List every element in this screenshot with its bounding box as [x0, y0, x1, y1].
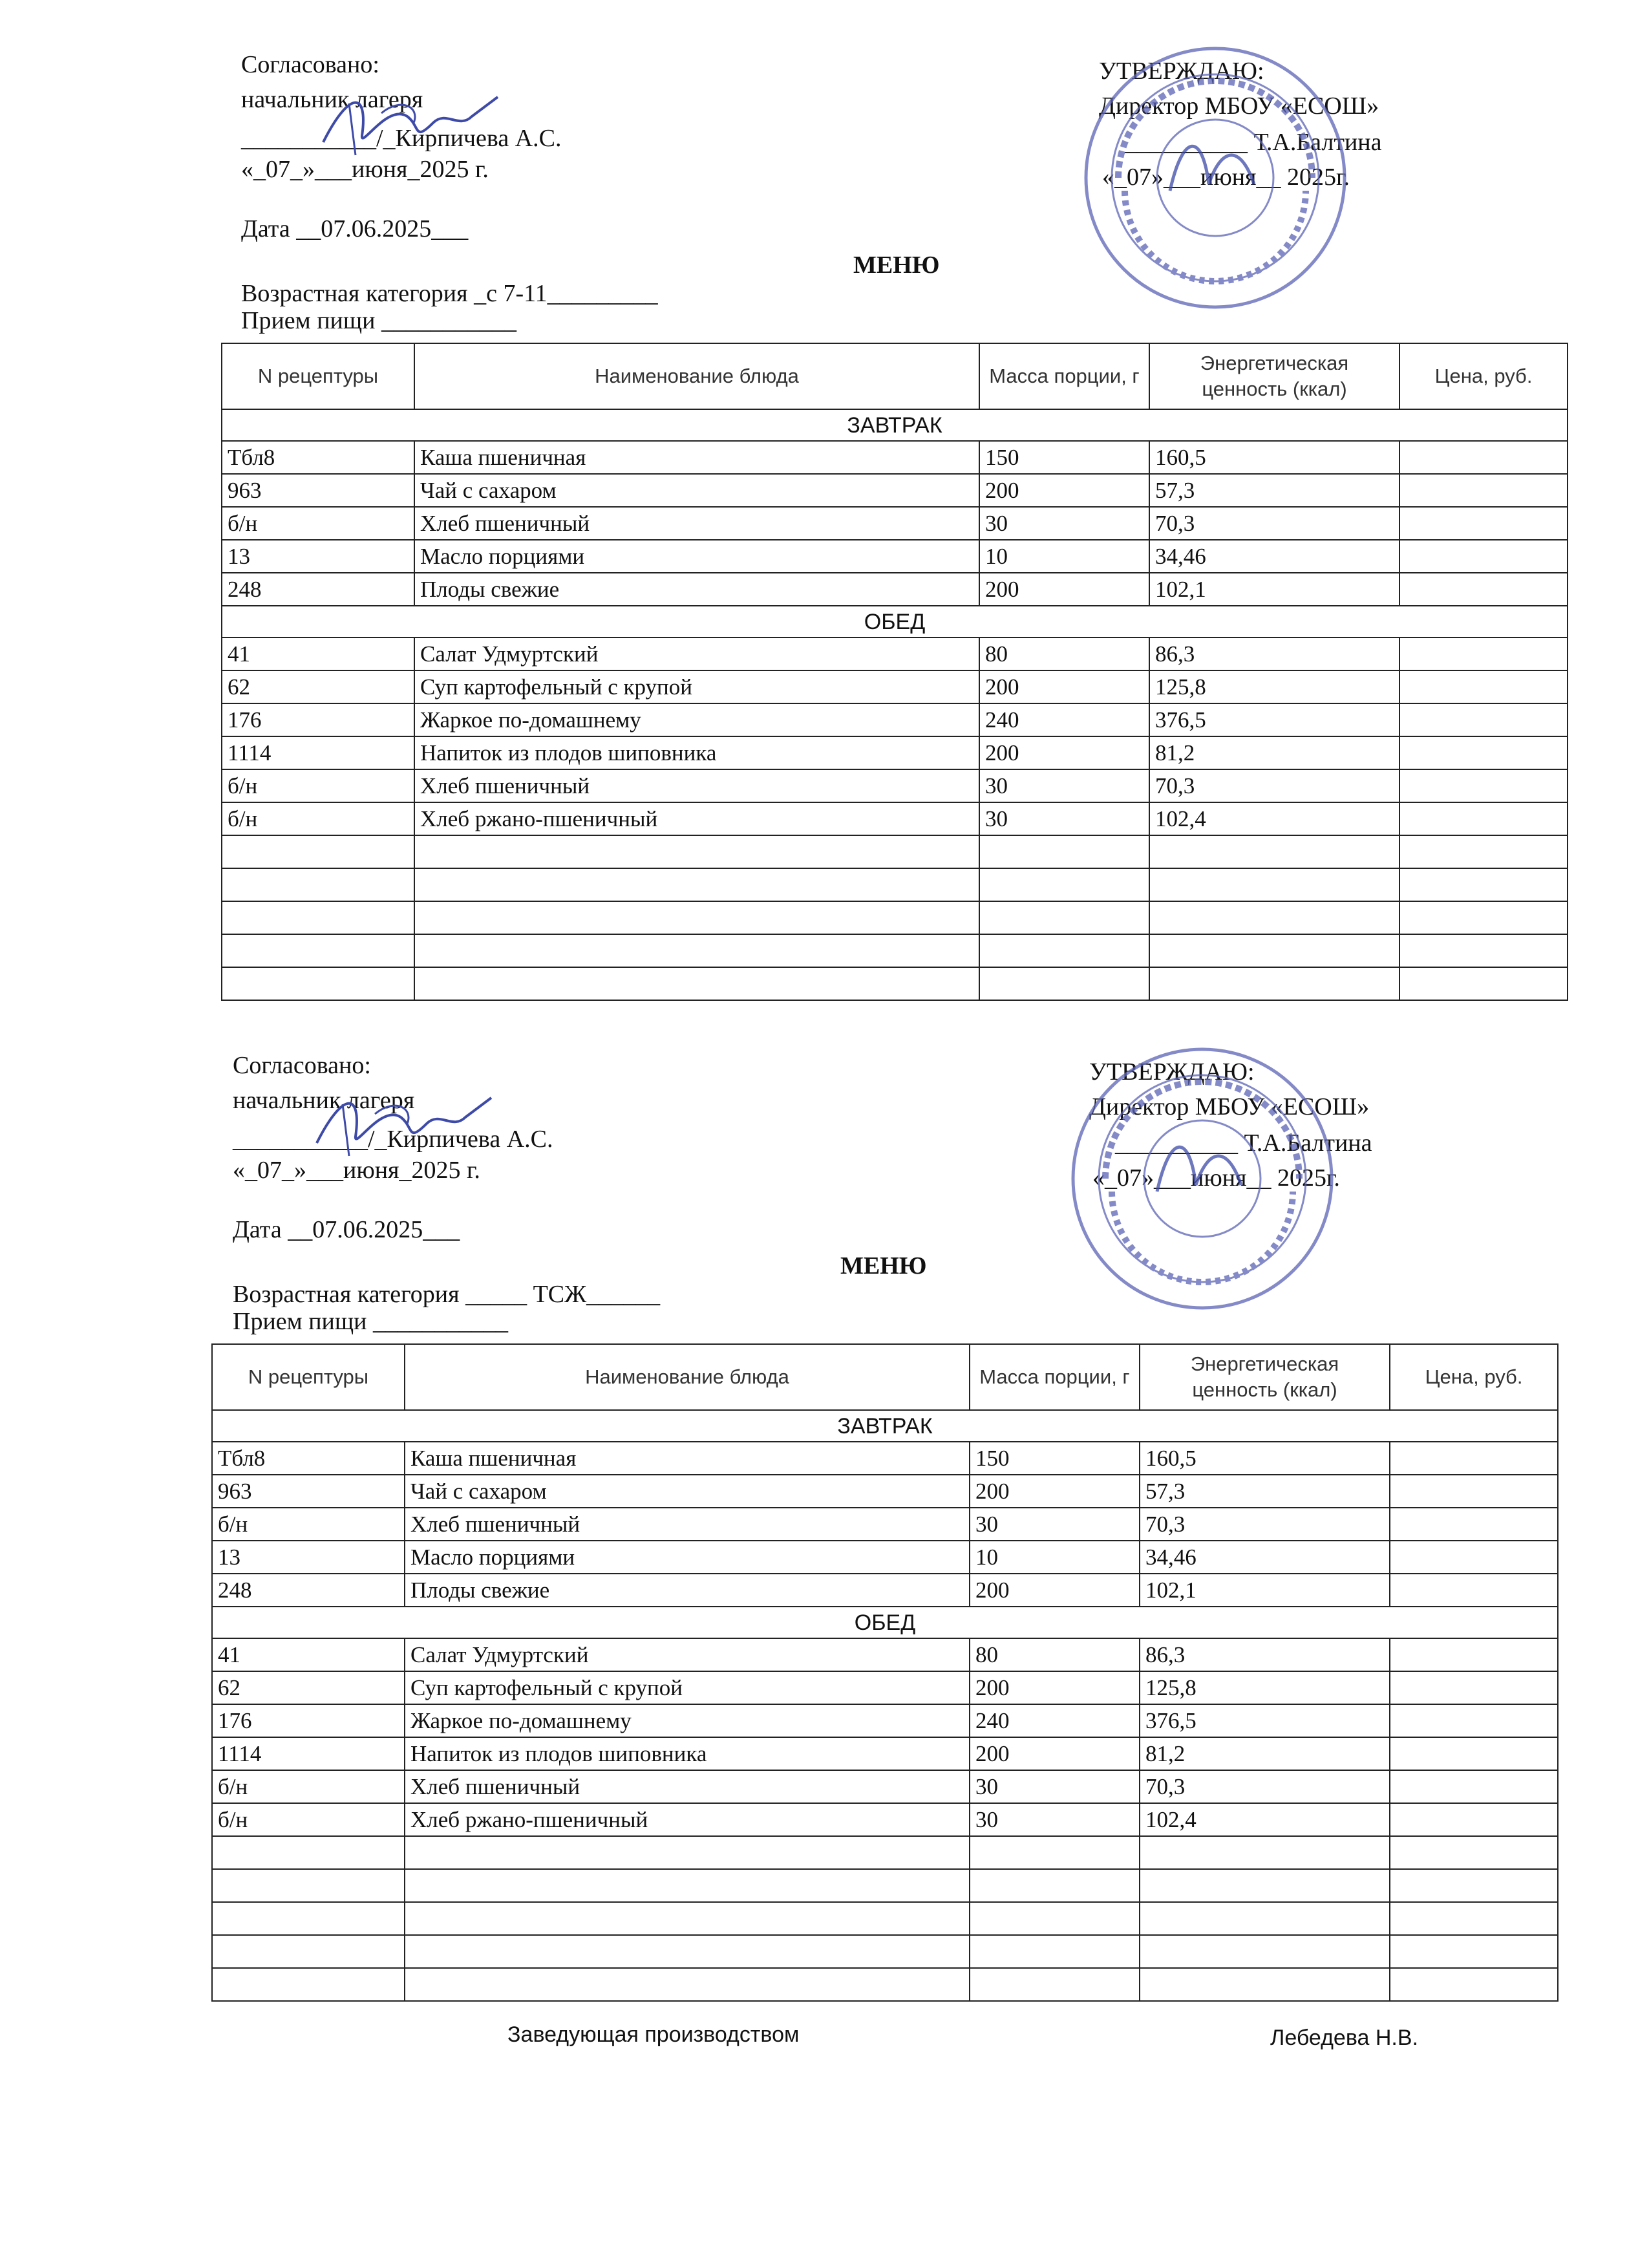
empty-cell	[1399, 934, 1568, 967]
table-row	[212, 1574, 1558, 1607]
table-row	[222, 769, 1568, 802]
empty-cell	[1149, 835, 1399, 868]
cell-recipe: 176	[212, 1704, 405, 1737]
cell-name: Жаркое по-домашнему	[405, 1704, 970, 1737]
cell-energy: 86,3	[1149, 637, 1399, 670]
cell-mass: 240	[970, 1704, 1140, 1737]
empty-row	[212, 1869, 1558, 1902]
cell-price	[1399, 670, 1568, 703]
header-energy: Энергетическая ценность (ккал)	[1149, 343, 1399, 409]
cell-name: Напиток из плодов шиповника	[414, 736, 979, 769]
table-row	[222, 441, 1568, 474]
cell-price	[1390, 1770, 1558, 1803]
cell-energy: 70,3	[1140, 1508, 1390, 1541]
date-line: Дата __07.06.2025___	[233, 1216, 460, 1243]
cell-price	[1399, 769, 1568, 802]
header-energy: Энергетическая ценность (ккал)	[1140, 1344, 1390, 1410]
empty-cell	[1390, 1968, 1558, 2001]
table-row	[212, 1442, 1558, 1475]
cell-name: Напиток из плодов шиповника	[405, 1737, 970, 1770]
table-header-row	[212, 1344, 1558, 1410]
empty-cell	[970, 1902, 1140, 1935]
agreed-title: Согласовано:	[241, 51, 379, 78]
cell-mass: 200	[970, 1737, 1140, 1770]
empty-cell	[414, 901, 979, 934]
empty-row	[222, 967, 1568, 1000]
empty-row	[212, 1935, 1558, 1968]
cell-energy: 81,2	[1149, 736, 1399, 769]
cell-energy: 70,3	[1149, 507, 1399, 540]
empty-cell	[979, 967, 1149, 1000]
cell-price	[1399, 540, 1568, 573]
cell-recipe: б/н	[212, 1770, 405, 1803]
table-row	[212, 1737, 1558, 1770]
approve-name-line: __________ Т.А.Балтина	[1115, 1129, 1372, 1157]
cell-mass: 150	[979, 441, 1149, 474]
empty-cell	[222, 835, 414, 868]
cell-name: Хлеб пшеничный	[405, 1508, 970, 1541]
header-mass: Масса порции, г	[979, 343, 1149, 409]
cell-name: Плоды свежие	[405, 1574, 970, 1607]
empty-cell	[979, 901, 1149, 934]
table-row	[222, 703, 1568, 736]
cell-energy: 57,3	[1149, 474, 1399, 507]
table-row	[222, 637, 1568, 670]
empty-row	[212, 1836, 1558, 1869]
table-row	[212, 1541, 1558, 1574]
empty-cell	[970, 1968, 1140, 2001]
table-row	[222, 474, 1568, 507]
empty-cell	[970, 1935, 1140, 1968]
table-header-row	[222, 343, 1568, 409]
table-row	[222, 736, 1568, 769]
agreed-name-line: ___________/_Кирпичева А.С.	[241, 125, 562, 152]
menu-block	[0, 0, 1649, 1034]
menu-table	[211, 1343, 1559, 2002]
cell-name: Чай с сахаром	[405, 1475, 970, 1508]
empty-cell	[405, 1836, 970, 1869]
agreed-role: начальник лагеря	[241, 86, 423, 113]
cell-recipe: б/н	[222, 769, 414, 802]
cell-energy: 376,5	[1140, 1704, 1390, 1737]
cell-name: Жаркое по-домашнему	[414, 703, 979, 736]
empty-cell	[414, 967, 979, 1000]
empty-cell	[212, 1935, 405, 1968]
cell-recipe: 1114	[222, 736, 414, 769]
cell-price	[1390, 1638, 1558, 1671]
empty-cell	[1149, 967, 1399, 1000]
cell-mass: 30	[979, 507, 1149, 540]
empty-cell	[222, 901, 414, 934]
cell-mass: 30	[979, 802, 1149, 835]
section-label: ОБЕД	[212, 1607, 1558, 1638]
cell-recipe: 13	[212, 1541, 405, 1574]
agreed-signature-image	[310, 78, 504, 168]
empty-row	[212, 1968, 1558, 2001]
cell-price	[1399, 637, 1568, 670]
header-mass: Масса порции, г	[970, 1344, 1140, 1410]
empty-row	[212, 1902, 1558, 1935]
cell-price	[1390, 1475, 1558, 1508]
empty-cell	[1390, 1869, 1558, 1902]
empty-cell	[970, 1836, 1140, 1869]
section-row	[222, 606, 1568, 637]
empty-cell	[1149, 901, 1399, 934]
section-label: ЗАВТРАК	[222, 409, 1568, 441]
empty-cell	[1399, 835, 1568, 868]
cell-name: Салат Удмуртский	[414, 637, 979, 670]
cell-price	[1399, 507, 1568, 540]
cell-recipe: 62	[222, 670, 414, 703]
cell-recipe: Тбл8	[212, 1442, 405, 1475]
school-stamp-image	[1060, 1036, 1345, 1321]
cell-mass: 240	[979, 703, 1149, 736]
table-row	[222, 670, 1568, 703]
empty-row	[222, 868, 1568, 901]
empty-cell	[222, 967, 414, 1000]
date-line: Дата __07.06.2025___	[241, 215, 469, 242]
header-recipe: N рецептуры	[212, 1344, 405, 1410]
approve-name-line: __________ Т.А.Балтина	[1125, 129, 1382, 156]
empty-row	[222, 835, 1568, 868]
footer-name: Лебедева Н.В.	[1270, 2026, 1419, 2050]
cell-price	[1390, 1704, 1558, 1737]
approve-title: УТВЕРЖДАЮ:	[1099, 58, 1264, 85]
approve-title: УТВЕРЖДАЮ:	[1089, 1058, 1255, 1086]
table-row	[212, 1770, 1558, 1803]
cell-price	[1399, 703, 1568, 736]
cell-mass: 30	[970, 1770, 1140, 1803]
cell-mass: 30	[970, 1803, 1140, 1836]
cell-name: Хлеб пшеничный	[405, 1770, 970, 1803]
cell-energy: 160,5	[1140, 1442, 1390, 1475]
cell-price	[1399, 736, 1568, 769]
cell-name: Плоды свежие	[414, 573, 979, 606]
table-row	[212, 1803, 1558, 1836]
cell-price	[1390, 1442, 1558, 1475]
cell-mass: 200	[970, 1475, 1140, 1508]
agreed-title: Согласовано:	[233, 1052, 371, 1079]
cell-recipe: б/н	[212, 1803, 405, 1836]
cell-energy: 376,5	[1149, 703, 1399, 736]
cell-name: Салат Удмуртский	[405, 1638, 970, 1671]
empty-cell	[1140, 1935, 1390, 1968]
cell-energy: 34,46	[1140, 1541, 1390, 1574]
empty-cell	[212, 1836, 405, 1869]
empty-cell	[1140, 1902, 1390, 1935]
cell-mass: 200	[979, 573, 1149, 606]
table-row	[212, 1671, 1558, 1704]
cell-recipe: б/н	[212, 1508, 405, 1541]
header-name: Наименование блюда	[405, 1344, 970, 1410]
cell-energy: 102,1	[1149, 573, 1399, 606]
header-price: Цена, руб.	[1390, 1344, 1558, 1410]
cell-mass: 10	[979, 540, 1149, 573]
menu-title: МЕНЮ	[853, 251, 940, 279]
agreed-signature-image	[304, 1078, 498, 1169]
agreed-role: начальник лагеря	[233, 1087, 415, 1114]
cell-energy: 125,8	[1140, 1671, 1390, 1704]
section-label: ОБЕД	[222, 606, 1568, 637]
cell-name: Хлеб пшеничный	[414, 769, 979, 802]
cell-name: Хлеб пшеничный	[414, 507, 979, 540]
footer-role: Заведующая производством	[507, 2022, 800, 2047]
empty-cell	[979, 835, 1149, 868]
cell-energy: 102,1	[1140, 1574, 1390, 1607]
cell-mass: 200	[970, 1671, 1140, 1704]
cell-energy: 70,3	[1149, 769, 1399, 802]
age-category-line: Возрастная категория _____ ТСЖ______	[233, 1281, 661, 1308]
cell-recipe: 62	[212, 1671, 405, 1704]
cell-energy: 102,4	[1140, 1803, 1390, 1836]
cell-recipe: 13	[222, 540, 414, 573]
header-name: Наименование блюда	[414, 343, 979, 409]
empty-cell	[212, 1869, 405, 1902]
cell-recipe: 963	[212, 1475, 405, 1508]
menu-block	[0, 1001, 1649, 2035]
cell-mass: 80	[979, 637, 1149, 670]
school-stamp-image	[1073, 36, 1357, 320]
table-row	[222, 507, 1568, 540]
header-price: Цена, руб.	[1399, 343, 1568, 409]
cell-price	[1399, 573, 1568, 606]
empty-cell	[1390, 1902, 1558, 1935]
cell-mass: 200	[979, 736, 1149, 769]
cell-price	[1390, 1541, 1558, 1574]
approve-date-line: «_07»___июня__ 2025г.	[1092, 1164, 1340, 1192]
empty-cell	[212, 1902, 405, 1935]
cell-recipe: б/н	[222, 802, 414, 835]
cell-price	[1390, 1574, 1558, 1607]
cell-price	[1390, 1671, 1558, 1704]
menu-table	[221, 343, 1568, 1001]
cell-name: Масло порциями	[414, 540, 979, 573]
agreed-date-line: «_07_»___июня_2025 г.	[233, 1157, 480, 1184]
empty-cell	[405, 1968, 970, 2001]
empty-cell	[405, 1935, 970, 1968]
empty-cell	[1140, 1869, 1390, 1902]
empty-cell	[970, 1869, 1140, 1902]
cell-mass: 200	[979, 670, 1149, 703]
cell-recipe: 41	[212, 1638, 405, 1671]
cell-mass: 80	[970, 1638, 1140, 1671]
empty-cell	[414, 868, 979, 901]
empty-cell	[405, 1902, 970, 1935]
empty-cell	[979, 934, 1149, 967]
cell-energy: 160,5	[1149, 441, 1399, 474]
cell-energy: 57,3	[1140, 1475, 1390, 1508]
cell-recipe: Тбл8	[222, 441, 414, 474]
empty-cell	[1149, 868, 1399, 901]
cell-recipe: 1114	[212, 1737, 405, 1770]
cell-price	[1399, 441, 1568, 474]
cell-name: Суп картофельный с крупой	[405, 1671, 970, 1704]
cell-recipe: 248	[222, 573, 414, 606]
cell-price	[1399, 802, 1568, 835]
cell-energy: 102,4	[1149, 802, 1399, 835]
cell-energy: 34,46	[1149, 540, 1399, 573]
cell-name: Каша пшеничная	[405, 1442, 970, 1475]
empty-row	[222, 901, 1568, 934]
cell-energy: 86,3	[1140, 1638, 1390, 1671]
empty-cell	[1390, 1935, 1558, 1968]
empty-cell	[1399, 901, 1568, 934]
empty-cell	[405, 1869, 970, 1902]
empty-cell	[212, 1968, 405, 2001]
table-row	[222, 573, 1568, 606]
cell-mass: 30	[970, 1508, 1140, 1541]
empty-cell	[414, 934, 979, 967]
empty-cell	[1149, 934, 1399, 967]
empty-cell	[1140, 1968, 1390, 2001]
cell-recipe: 963	[222, 474, 414, 507]
cell-price	[1390, 1803, 1558, 1836]
table-row	[212, 1638, 1558, 1671]
cell-mass: 10	[970, 1541, 1140, 1574]
approve-role: Директор МБОУ «ЕСОШ»	[1089, 1093, 1370, 1120]
cell-mass: 200	[979, 474, 1149, 507]
table-row	[212, 1475, 1558, 1508]
empty-cell	[414, 835, 979, 868]
cell-price	[1390, 1737, 1558, 1770]
section-label: ЗАВТРАК	[212, 1410, 1558, 1442]
cell-name: Суп картофельный с крупой	[414, 670, 979, 703]
cell-name: Каша пшеничная	[414, 441, 979, 474]
empty-cell	[979, 868, 1149, 901]
cell-recipe: б/н	[222, 507, 414, 540]
cell-name: Масло порциями	[405, 1541, 970, 1574]
cell-energy: 125,8	[1149, 670, 1399, 703]
meal-line: Прием пищи ___________	[241, 307, 516, 334]
agreed-date-line: «_07_»___июня_2025 г.	[241, 156, 489, 183]
meal-line: Прием пищи ___________	[233, 1308, 508, 1335]
section-row	[222, 409, 1568, 441]
table-row	[212, 1508, 1558, 1541]
cell-price	[1399, 474, 1568, 507]
empty-cell	[1399, 967, 1568, 1000]
cell-mass: 150	[970, 1442, 1140, 1475]
header-recipe: N рецептуры	[222, 343, 414, 409]
table-row	[222, 540, 1568, 573]
cell-name: Хлеб ржано-пшеничный	[405, 1803, 970, 1836]
cell-recipe: 248	[212, 1574, 405, 1607]
empty-cell	[1390, 1836, 1558, 1869]
cell-energy: 81,2	[1140, 1737, 1390, 1770]
cell-name: Чай с сахаром	[414, 474, 979, 507]
cell-recipe: 176	[222, 703, 414, 736]
cell-mass: 200	[970, 1574, 1140, 1607]
empty-cell	[222, 868, 414, 901]
agreed-name-line: ___________/_Кирпичева А.С.	[233, 1126, 553, 1153]
age-category-line: Возрастная категория _с 7-11_________	[241, 280, 658, 307]
cell-energy: 70,3	[1140, 1770, 1390, 1803]
cell-recipe: 41	[222, 637, 414, 670]
empty-cell	[1140, 1836, 1390, 1869]
approve-role: Директор МБОУ «ЕСОШ»	[1099, 92, 1379, 120]
section-row	[212, 1607, 1558, 1638]
cell-price	[1390, 1508, 1558, 1541]
cell-mass: 30	[979, 769, 1149, 802]
cell-name: Хлеб ржано-пшеничный	[414, 802, 979, 835]
table-row	[212, 1704, 1558, 1737]
menu-title: МЕНЮ	[840, 1252, 927, 1279]
table-row	[222, 802, 1568, 835]
empty-cell	[222, 934, 414, 967]
empty-row	[222, 934, 1568, 967]
section-row	[212, 1410, 1558, 1442]
empty-cell	[1399, 868, 1568, 901]
approve-date-line: «_07»___июня__ 2025г.	[1102, 164, 1350, 191]
